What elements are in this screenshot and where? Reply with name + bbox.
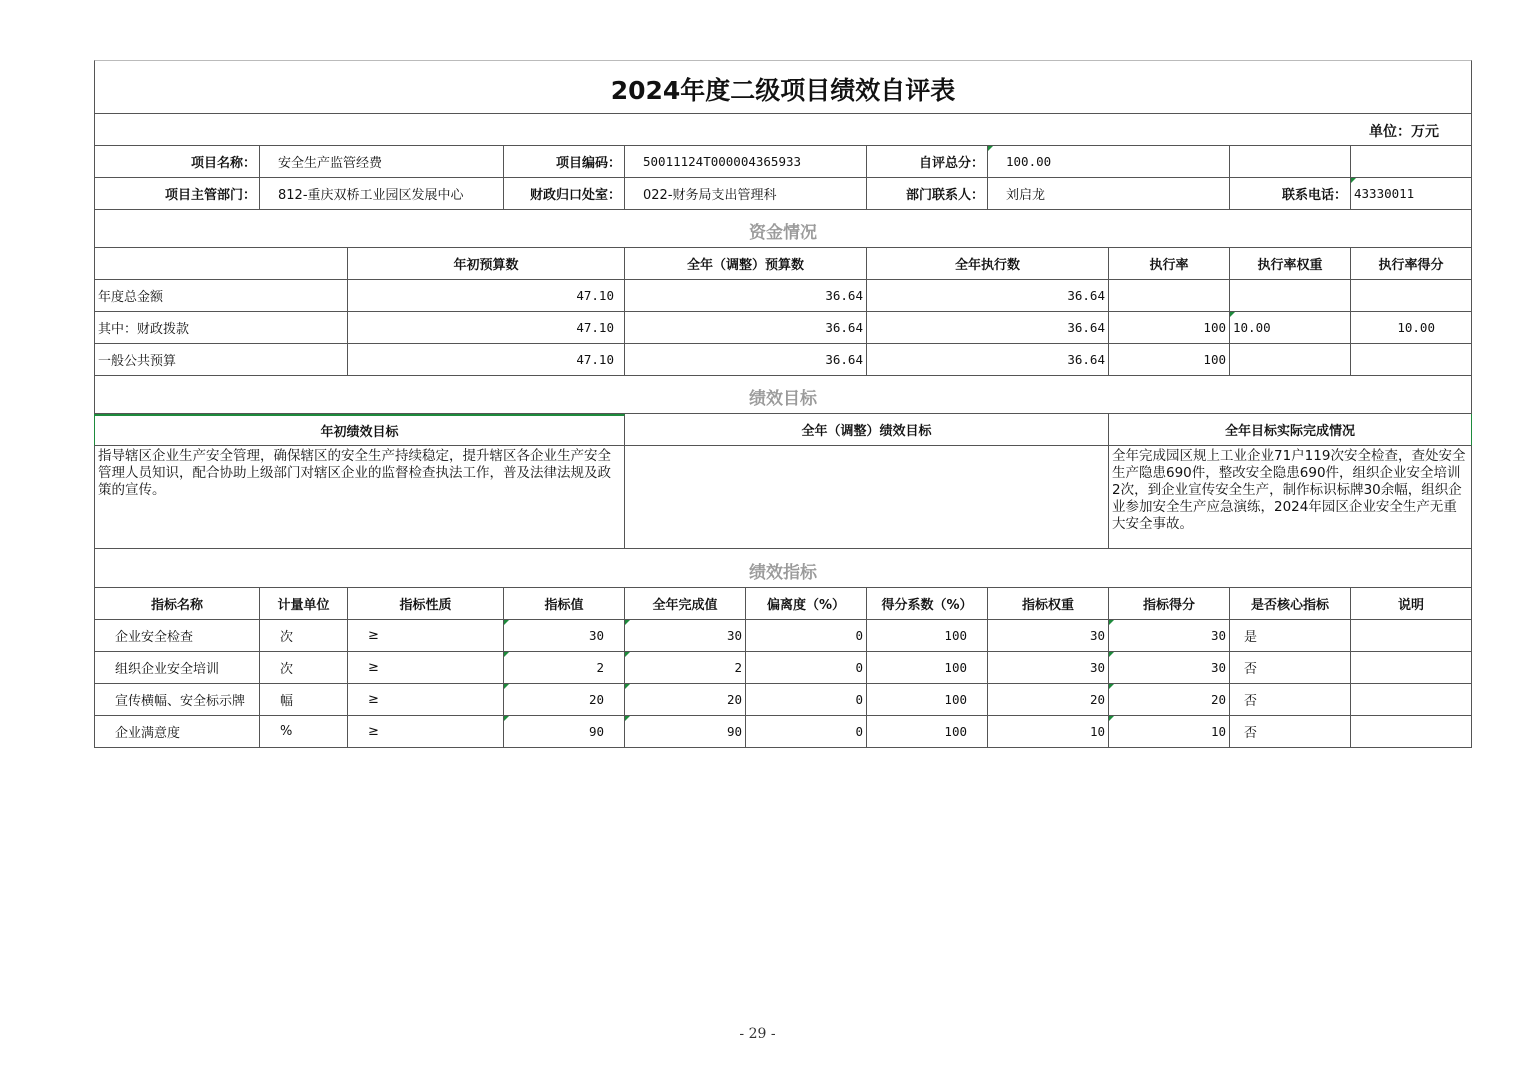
ind-header-completed: 全年完成值 (625, 588, 746, 620)
ind-score: 30 (1109, 652, 1230, 684)
ind-core: 否 (1230, 716, 1351, 748)
ind-header-coefficient: 得分系数（%） (867, 588, 988, 620)
funds-header-initial: 年初预算数 (348, 248, 625, 280)
sheet-title: 2024年度二级项目绩效自评表 (610, 76, 956, 105)
ind-weight: 20 (988, 684, 1109, 716)
goals-header-initial: 年初绩效目标 (94, 414, 625, 446)
funds-rate-value (1109, 280, 1230, 312)
ind-weight: 30 (988, 620, 1109, 652)
unit-band (94, 114, 1472, 146)
ind-name: 宣传横幅、安全标示牌 (94, 684, 260, 716)
ind-weight: 30 (988, 652, 1109, 684)
funds-row (94, 280, 1472, 312)
funds-initial-value: 47.10 (348, 344, 625, 376)
phone-label: 联系电话： (1230, 178, 1351, 210)
info-row-2 (94, 178, 1472, 210)
funds-header-rate-score: 执行率得分 (1351, 248, 1472, 280)
funds-adjusted-value: 36.64 (625, 344, 867, 376)
ind-coefficient: 100 (867, 716, 988, 748)
ind-unit: % (260, 716, 348, 748)
funds-executed-value: 36.64 (867, 344, 1109, 376)
ind-completed: 20 (625, 684, 746, 716)
ind-target: 30 (504, 620, 625, 652)
ind-header-name: 指标名称 (94, 588, 260, 620)
ind-completed: 30 (625, 620, 746, 652)
dept-value: 812-重庆双桥工业园区发展中心 (260, 178, 504, 210)
ind-score: 20 (1109, 684, 1230, 716)
indicator-row (94, 652, 1472, 684)
funds-initial-value: 47.10 (348, 280, 625, 312)
ind-header-core: 是否核心指标 (1230, 588, 1351, 620)
ind-target: 20 (504, 684, 625, 716)
ind-nature: ≥ (348, 652, 504, 684)
ind-score: 30 (1109, 620, 1230, 652)
ind-nature: ≥ (348, 716, 504, 748)
ind-name: 企业满意度 (94, 716, 260, 748)
ind-coefficient: 100 (867, 620, 988, 652)
funds-adjusted-value: 36.64 (625, 280, 867, 312)
funds-row (94, 344, 1472, 376)
funds-rate-weight-value (1230, 344, 1351, 376)
goals-section-title: 绩效目标 (749, 389, 817, 409)
ind-core: 否 (1230, 684, 1351, 716)
ind-header-weight: 指标权重 (988, 588, 1109, 620)
ind-header-target: 指标值 (504, 588, 625, 620)
ind-coefficient: 100 (867, 652, 988, 684)
info-row-1 (94, 146, 1472, 178)
ind-unit: 幅 (260, 684, 348, 716)
ind-deviation: 0 (746, 652, 867, 684)
page-number: - 29 - (739, 1026, 776, 1042)
indicators-section-title: 绩效指标 (749, 563, 817, 583)
ind-completed: 2 (625, 652, 746, 684)
ind-deviation: 0 (746, 716, 867, 748)
ind-target: 90 (504, 716, 625, 748)
ind-core: 否 (1230, 652, 1351, 684)
funds-rate-value: 100 (1109, 344, 1230, 376)
project-name-label: 项目名称： (94, 146, 260, 178)
ind-deviation: 0 (746, 684, 867, 716)
funds-row-label: 其中：财政拨款 (94, 312, 348, 344)
ind-note (1351, 652, 1472, 684)
ind-coefficient: 100 (867, 684, 988, 716)
title-band (94, 60, 1472, 114)
funds-row-label: 年度总金额 (94, 280, 348, 312)
ind-header-deviation: 偏离度（%） (746, 588, 867, 620)
ind-header-score: 指标得分 (1109, 588, 1230, 620)
indicators-section-band (94, 549, 1472, 588)
ind-deviation: 0 (746, 620, 867, 652)
funds-row-label: 一般公共预算 (94, 344, 348, 376)
funds-rate-weight-value (1230, 280, 1351, 312)
project-code-value: 50011124T000004365933 (625, 146, 867, 178)
unit-label: 单位：万元 (1369, 124, 1439, 140)
ind-header-nature: 指标性质 (348, 588, 504, 620)
finance-office-value: 022-财务局支出管理科 (625, 178, 867, 210)
indicator-row (94, 716, 1472, 748)
funds-rate-weight-value: 10.00 (1230, 312, 1351, 344)
finance-office-label: 财政归口处室： (504, 178, 625, 210)
ind-name: 组织企业安全培训 (94, 652, 260, 684)
funds-header-executed: 全年执行数 (867, 248, 1109, 280)
self-score-value: 100.00 (988, 146, 1230, 178)
indicators-header-row (94, 588, 1472, 620)
funds-rate-score-value: 10.00 (1351, 312, 1472, 344)
funds-row (94, 312, 1472, 344)
funds-rate-score-value (1351, 344, 1472, 376)
goals-header-actual: 全年目标实际完成情况 (1109, 414, 1472, 446)
empty-cell (1351, 146, 1472, 178)
funds-section-band (94, 210, 1472, 248)
goals-section-band (94, 376, 1472, 414)
empty-cell (1230, 146, 1351, 178)
ind-score: 10 (1109, 716, 1230, 748)
ind-nature: ≥ (348, 620, 504, 652)
ind-note (1351, 716, 1472, 748)
ind-note (1351, 684, 1472, 716)
ind-completed: 90 (625, 716, 746, 748)
ind-target: 2 (504, 652, 625, 684)
ind-core: 是 (1230, 620, 1351, 652)
funds-header-adjusted: 全年（调整）预算数 (625, 248, 867, 280)
goals-actual-text: 全年完成园区规上工业企业71户119次安全检查，查处安全生产隐患690件，整改安全隐患690件，组织企业安全培训2次，到企业宣传安全生产，制作标识标牌30余幅，组织企业参加安全生产应急演练，2024年园区企业安全生产无重大安全事故。 (1109, 446, 1472, 549)
indicator-row (94, 620, 1472, 652)
goals-header-row (94, 414, 1472, 446)
funds-header-rate-weight: 执行率权重 (1230, 248, 1351, 280)
ind-note (1351, 620, 1472, 652)
funds-adjusted-value: 36.64 (625, 312, 867, 344)
funds-initial-value: 47.10 (348, 312, 625, 344)
indicator-row (94, 684, 1472, 716)
ind-name: 企业安全检查 (94, 620, 260, 652)
goals-adjusted-text (625, 446, 1109, 549)
self-score-label: 自评总分： (867, 146, 988, 178)
project-code-label: 项目编码： (504, 146, 625, 178)
funds-section-title: 资金情况 (749, 223, 817, 243)
dept-label: 项目主管部门： (94, 178, 260, 210)
funds-executed-value: 36.64 (867, 312, 1109, 344)
project-name-value: 安全生产监管经费 (260, 146, 504, 178)
funds-rate-value: 100 (1109, 312, 1230, 344)
funds-header-rate: 执行率 (1109, 248, 1230, 280)
funds-header-row (94, 248, 1472, 280)
funds-header-empty (94, 248, 348, 280)
funds-rate-score-value (1351, 280, 1472, 312)
goals-initial-text: 指导辖区企业生产安全管理，确保辖区的安全生产持续稳定，提升辖区各企业生产安全管理人员知识，配合协助上级部门对辖区企业的监督检查执法工作，普及法律法规及政策的宣传。 (94, 446, 625, 549)
phone-value: 43330011 (1351, 178, 1472, 210)
ind-unit: 次 (260, 652, 348, 684)
contact-value: 刘启龙 (988, 178, 1230, 210)
ind-header-unit: 计量单位 (260, 588, 348, 620)
funds-executed-value: 36.64 (867, 280, 1109, 312)
ind-header-note: 说明 (1351, 588, 1472, 620)
ind-weight: 10 (988, 716, 1109, 748)
ind-unit: 次 (260, 620, 348, 652)
goals-header-adjusted: 全年（调整）绩效目标 (625, 414, 1109, 446)
goals-content-row (94, 446, 1472, 549)
contact-label: 部门联系人： (867, 178, 988, 210)
ind-nature: ≥ (348, 684, 504, 716)
